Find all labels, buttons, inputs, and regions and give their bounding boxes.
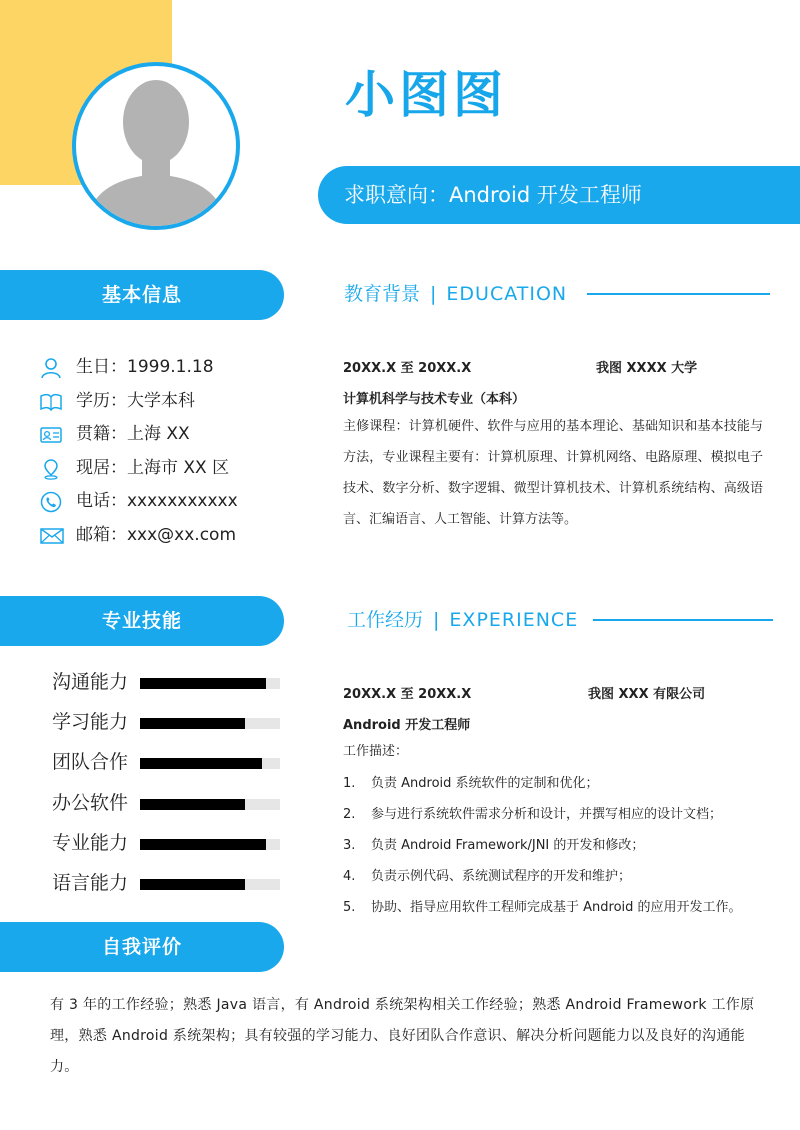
- candidate-name: 小图图: [345, 66, 507, 124]
- info-text: 邮箱：xxx@xx.com: [76, 524, 237, 545]
- location-pin-icon: [40, 458, 62, 480]
- self-eval-header: 自我评价: [0, 922, 284, 972]
- book-icon: [40, 391, 62, 413]
- skill-label: 办公软件: [52, 791, 129, 814]
- skill-bar-track: [140, 678, 280, 689]
- experience-desc-label: 工作描述：: [343, 744, 409, 759]
- skill-bar-track: [140, 799, 280, 810]
- job-target-banner: 求职意向：Android 开发工程师: [318, 166, 800, 224]
- skills-list: [52, 668, 284, 909]
- duty-text: 负责 Android 系统软件的定制和优化；: [371, 776, 599, 791]
- duty-number: 1.: [343, 776, 356, 791]
- duty-text: 负责 Android Framework/JNI 的开发和修改；: [371, 838, 645, 853]
- skill-label: 团队合作: [52, 751, 129, 774]
- duty-text: 协助、指导应用软件工程师完成基于 Android 的应用开发工作。: [371, 900, 742, 915]
- experience-role: Android 开发工程师: [343, 718, 471, 733]
- skill-item: [52, 869, 284, 909]
- user-icon: [40, 357, 62, 379]
- experience-period: 20XX.X 至 20XX.X: [343, 687, 472, 702]
- duty-number: 5.: [343, 900, 356, 915]
- person-silhouette-icon: [76, 66, 236, 226]
- skill-bar-track: [140, 758, 280, 769]
- experience-company: 我图 XXX 有限公司: [588, 687, 706, 702]
- education-period: 20XX.X 至 20XX.X: [343, 361, 472, 376]
- basic-info-header: 基本信息: [0, 270, 284, 320]
- self-evaluation-text: 有 3 年的工作经验；熟悉 Java 语言，有 Android 系统架构相关工作经验；熟悉 Android Framework 工作原理，熟悉 Android 系统架构；具有较强的学习能力、良好团队合作意识、解决分析问题能力以及良好的沟通能力。: [50, 997, 755, 1075]
- id-card-icon: [40, 424, 62, 446]
- skill-bar-track: [140, 879, 280, 890]
- title-separator: |: [430, 283, 437, 305]
- experience-title-cn: 工作经历: [347, 609, 424, 631]
- education-school: 我图 XXXX 大学: [596, 361, 698, 376]
- skill-label: 学习能力: [52, 711, 129, 734]
- skill-bar-fill: [140, 839, 266, 850]
- education-major: 计算机科学与技术专业（本科）: [343, 392, 526, 407]
- info-text: 现居：上海市 XX 区: [76, 457, 230, 478]
- experience-title-en: EXPERIENCE: [449, 609, 579, 631]
- skill-item: [52, 668, 284, 708]
- skill-label: 语言能力: [52, 871, 129, 894]
- mail-icon: [40, 525, 64, 547]
- phone-icon: [40, 491, 62, 513]
- skill-item: [52, 748, 284, 788]
- info-text: 电话：xxxxxxxxxxx: [76, 491, 238, 512]
- experience-title-line: [593, 619, 773, 621]
- skill-bar-fill: [140, 678, 266, 689]
- info-text: 生日：1999.1.18: [76, 357, 214, 377]
- avatar: [72, 62, 240, 230]
- skill-label: 专业能力: [52, 831, 129, 854]
- skills-header: 专业技能: [0, 596, 284, 646]
- experience-title: [347, 611, 578, 630]
- duty-text: 负责示例代码、系统测试程序的开发和维护；: [371, 869, 632, 884]
- duty-text: 参与进行系统软件需求分析和设计，并撰写相应的设计文档；: [371, 807, 723, 822]
- education-courses: 主修课程：计算机硬件、软件与应用的基本理论、基础知识和基本技能与方法，专业课程主要有：计算机原理、计算机网络、电路原理、模拟电子技术、数字分析、数字逻辑、微型计算机技术、计算机系统结构、高级语言、汇编语言、人工智能、计算方法等。: [343, 419, 763, 527]
- skill-bar-fill: [140, 758, 262, 769]
- title-separator: |: [433, 609, 440, 631]
- duty-number: 3.: [343, 838, 356, 853]
- education-title-en: EDUCATION: [446, 283, 568, 305]
- info-text: 学历：大学本科: [76, 390, 195, 411]
- education-title-line: [587, 293, 770, 295]
- education-title-cn: 教育背景: [344, 283, 421, 305]
- skill-bar-fill: [140, 879, 245, 890]
- skill-bar-track: [140, 718, 280, 729]
- skill-bar-track: [140, 839, 280, 850]
- duty-number: 2.: [343, 807, 356, 822]
- skill-item: [52, 829, 284, 869]
- info-text: 贯籍：上海 XX: [76, 424, 190, 445]
- skill-item: [52, 708, 284, 748]
- skill-item: [52, 789, 284, 829]
- skill-bar-fill: [140, 799, 245, 810]
- skill-bar-fill: [140, 718, 245, 729]
- education-title: [344, 285, 567, 304]
- duty-number: 4.: [343, 869, 356, 884]
- skill-label: 沟通能力: [52, 671, 129, 693]
